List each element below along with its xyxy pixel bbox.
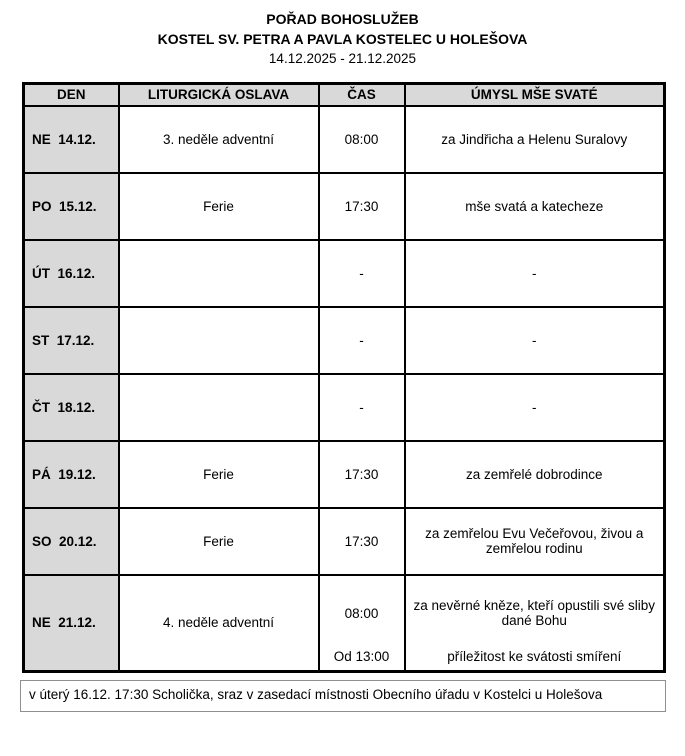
celebration-cell: Ferie (119, 441, 319, 508)
intention-cell: za zemřelou Evu Večeřovou, živou a zemřelou rodinu (405, 508, 665, 575)
intention-cell: - (405, 374, 665, 441)
schedule-table (22, 82, 666, 673)
celebration-cell: Ferie (119, 508, 319, 575)
day-cell: NE 21.12. (24, 575, 119, 672)
intention-second: příležitost ke svátosti smíření (447, 648, 622, 664)
time-cell: 17:30 (319, 441, 405, 508)
table-row (24, 374, 665, 441)
day-cell: ST 17.12. (24, 307, 119, 374)
time-cell: - (319, 240, 405, 307)
intention-cell (405, 575, 665, 672)
day-cell: NE 14.12. (24, 106, 119, 173)
day-cell: SO 20.12. (24, 508, 119, 575)
table-row (24, 307, 665, 374)
footer-note: v úterý 16.12. 17:30 Scholička, sraz v zasedací místnosti Obecního úřadu v Kostelci u Holešova (20, 680, 666, 712)
page-subtitle: KOSTEL SV. PETRA A PAVLA KOSTELEC U HOLEŠOVA (157, 31, 528, 47)
table-row (24, 173, 665, 240)
day-cell: PO 15.12. (24, 173, 119, 240)
intention-cell: - (405, 240, 665, 307)
table-row (24, 508, 665, 575)
time-morning: 08:00 (344, 605, 379, 621)
celebration-cell (119, 374, 319, 441)
celebration-cell: 3. neděle adventní (119, 106, 319, 173)
time-cell: - (319, 374, 405, 441)
celebration-cell (119, 240, 319, 307)
intention-cell: - (405, 307, 665, 374)
time-cell: - (319, 307, 405, 374)
intention-cell: mše svatá a katecheze (405, 173, 665, 240)
column-header-time: ČAS (319, 84, 405, 106)
time-cell: 17:30 (319, 173, 405, 240)
column-header-day: DEN (24, 84, 119, 106)
time-afternoon: Od 13:00 (333, 648, 390, 664)
time-cell (319, 575, 405, 672)
celebration-cell (119, 307, 319, 374)
table-row (24, 575, 665, 672)
column-header-intention: ÚMYSL MŠE SVATÉ (405, 84, 665, 106)
table-row (24, 240, 665, 307)
day-cell: ČT 18.12. (24, 374, 119, 441)
time-cell: 08:00 (319, 106, 405, 173)
page-title: POŘAD BOHOSLUŽEB (266, 11, 419, 27)
intention-cell: za Jindřicha a Helenu Suralovy (405, 106, 665, 173)
day-cell: PÁ 19.12. (24, 441, 119, 508)
intention-cell: za zemřelé dobrodince (405, 441, 665, 508)
table-header-row (24, 84, 665, 106)
table-row (24, 441, 665, 508)
intention-first: za nevěrné kněze, kteří opustili své sliby dané Bohu (413, 598, 656, 628)
column-header-celebration: LITURGICKÁ OSLAVA (119, 84, 319, 106)
table-row (24, 106, 665, 173)
day-cell: ÚT 16.12. (24, 240, 119, 307)
date-range: 14.12.2025 - 21.12.2025 (268, 51, 417, 66)
celebration-cell: Ferie (119, 173, 319, 240)
time-cell: 17:30 (319, 508, 405, 575)
celebration-cell: 4. neděle adventní (119, 575, 319, 672)
document-header (0, 9, 685, 69)
